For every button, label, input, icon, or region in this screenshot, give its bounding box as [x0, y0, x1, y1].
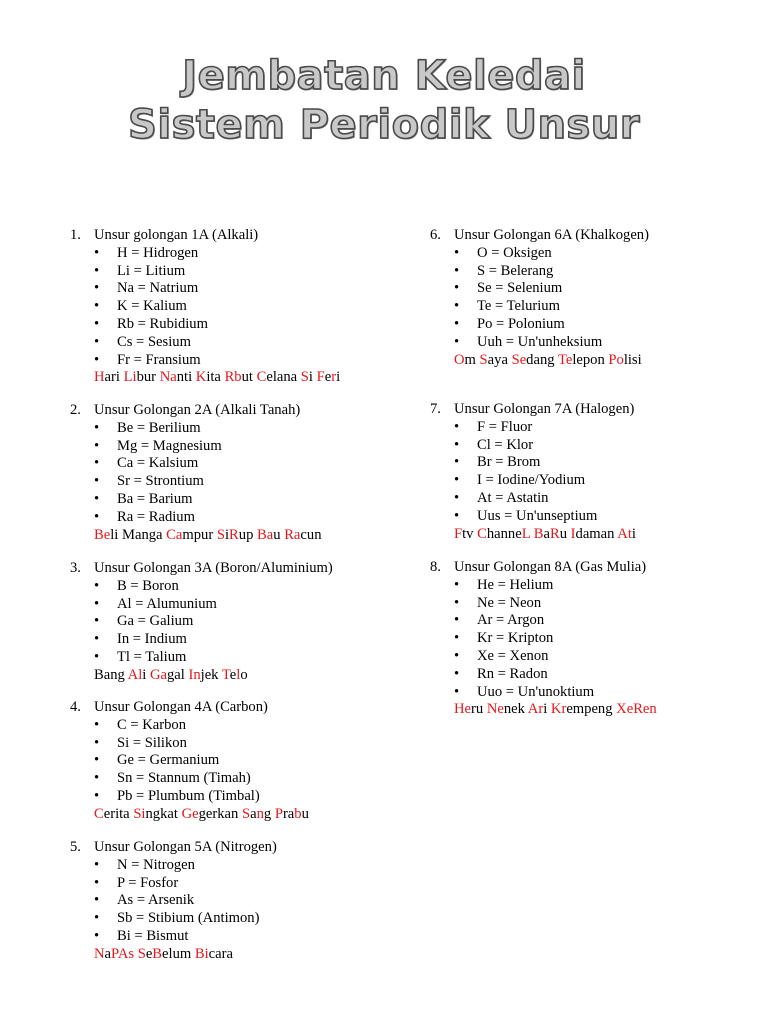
- element-group: [70, 227, 340, 387]
- group-number: 7.: [430, 401, 441, 417]
- element-item-text: P = Fosfor: [117, 874, 179, 891]
- element-item: [70, 596, 333, 614]
- element-item-text: Sr = Strontium: [117, 473, 204, 490]
- mnemonic-text: i: [224, 526, 230, 543]
- element-item-text: Br = Brom: [477, 454, 541, 471]
- element-list: [70, 578, 333, 667]
- mnemonic-highlight: O: [454, 351, 465, 368]
- bullet-icon: •: [94, 262, 100, 279]
- mnemonic-text: li: [110, 526, 122, 543]
- element-item-text: S = Belerang: [477, 262, 554, 279]
- element-item: [430, 298, 649, 316]
- mnemonic-highlight: Be: [94, 526, 111, 543]
- bullet-icon: •: [94, 752, 100, 769]
- title-line-2: Sistem Periodik Unsur: [128, 102, 640, 148]
- element-item: [70, 316, 340, 334]
- element-item-text: Ra = Radium: [117, 508, 195, 525]
- group-number: 1.: [70, 227, 81, 243]
- bullet-icon: •: [94, 910, 100, 927]
- element-item: [70, 892, 277, 910]
- element-item: [70, 788, 309, 806]
- element-item: [430, 612, 657, 630]
- bullet-icon: •: [94, 631, 100, 648]
- mnemonic-text: elana: [266, 369, 301, 386]
- element-item: [70, 875, 277, 893]
- mnemonic-highlight: Ge: [181, 805, 199, 822]
- mnemonic-highlight: l: [236, 666, 241, 683]
- mnemonic-text: m: [464, 351, 480, 368]
- mnemonic-highlight: b: [294, 805, 302, 822]
- mnemonic-highlight: Ga: [149, 666, 167, 683]
- mnemonic-highlight: Bi: [194, 945, 209, 962]
- element-item: [430, 577, 657, 595]
- bullet-icon: •: [94, 648, 100, 665]
- mnemonic-highlight: R: [549, 525, 560, 542]
- element-item-text: Ne = Neon: [477, 594, 542, 611]
- element-item-text: Rn = Radon: [477, 665, 548, 682]
- element-item-text: Uus = Un'unseptium: [477, 507, 598, 524]
- bullet-icon: •: [94, 577, 100, 594]
- bullet-icon: •: [454, 683, 460, 700]
- bullet-icon: •: [94, 770, 100, 787]
- mnemonic-highlight: n: [256, 805, 264, 822]
- mnemonic-highlight: As: [117, 945, 135, 962]
- mnemonic-highlight: N: [94, 945, 105, 962]
- element-item-text: Po = Polonium: [477, 315, 565, 332]
- mnemonic-highlight: B: [152, 945, 163, 962]
- element-item: [430, 472, 636, 490]
- mnemonic-line: [70, 946, 277, 964]
- mnemonic-text: i: [336, 369, 341, 386]
- bullet-icon: •: [94, 333, 100, 350]
- bullet-icon: •: [94, 244, 100, 261]
- mnemonic-highlight: Ra: [284, 526, 301, 543]
- bullet-icon: •: [454, 333, 460, 350]
- bullet-icon: •: [454, 507, 460, 524]
- mnemonic-text: gerkan: [198, 805, 242, 822]
- mnemonic-highlight: T: [221, 666, 230, 683]
- element-item-text: In = Indium: [117, 631, 187, 648]
- element-item: [430, 419, 636, 437]
- element-item-text: Se = Selenium: [477, 280, 563, 297]
- element-list: [70, 857, 277, 946]
- bullet-icon: •: [94, 734, 100, 751]
- mnemonic-text: gal: [166, 666, 189, 683]
- element-list: [70, 245, 340, 370]
- element-item-text: He = Helium: [477, 576, 554, 593]
- mnemonic-text: tv: [462, 525, 478, 542]
- element-item: [430, 595, 657, 613]
- element-item: [70, 857, 277, 875]
- element-item: [430, 508, 636, 526]
- element-item-text: As = Arsenik: [117, 892, 195, 909]
- element-item: [70, 334, 340, 352]
- mnemonic-text: dang: [526, 351, 558, 368]
- mnemonic-text: aya: [487, 351, 512, 368]
- element-item: [70, 298, 340, 316]
- element-item-text: Cs = Sesium: [117, 333, 191, 350]
- bullet-icon: •: [94, 787, 100, 804]
- element-group: [70, 560, 333, 685]
- group-heading-text: Unsur golongan 1A (Alkali): [94, 227, 259, 243]
- mnemonic-text: g: [263, 805, 275, 822]
- element-item: [430, 666, 657, 684]
- mnemonic-line: [430, 701, 657, 719]
- element-item: [70, 770, 309, 788]
- bullet-icon: •: [94, 455, 100, 472]
- bullet-icon: •: [94, 473, 100, 490]
- element-item-text: Bi = Bismut: [117, 927, 189, 944]
- element-item-text: Al = Alumunium: [117, 595, 217, 612]
- mnemonic-highlight: At: [617, 525, 632, 542]
- mnemonic-highlight: In: [188, 666, 201, 683]
- element-list: [70, 717, 309, 806]
- mnemonic-text: anga: [134, 526, 167, 543]
- element-item-text: Na = Natrium: [117, 280, 199, 297]
- mnemonic-text: ru: [471, 701, 487, 718]
- element-item-text: Ba = Barium: [117, 490, 193, 507]
- group-heading-text: Unsur Golongan 7A (Halogen): [454, 401, 635, 417]
- mnemonic-highlight: L: [521, 525, 531, 542]
- element-item: [70, 752, 309, 770]
- bullet-icon: •: [454, 489, 460, 506]
- bullet-icon: •: [454, 576, 460, 593]
- bullet-icon: •: [94, 437, 100, 454]
- mnemonic-text: bur: [136, 369, 160, 386]
- element-group: [70, 839, 277, 964]
- group-heading: [70, 227, 340, 245]
- bullet-icon: •: [454, 630, 460, 647]
- bullet-icon: •: [94, 490, 100, 507]
- element-item-text: Ga = Galium: [117, 613, 194, 630]
- mnemonic-highlight: F: [316, 369, 325, 386]
- group-heading: [430, 401, 636, 419]
- mnemonic-text: ang: [103, 666, 128, 683]
- mnemonic-text: i: [631, 525, 636, 542]
- mnemonic-highlight: C: [256, 369, 267, 386]
- element-item: [430, 684, 657, 702]
- bullet-icon: •: [94, 856, 100, 873]
- mnemonic-highlight: H: [94, 369, 105, 386]
- element-item-text: C = Karbon: [117, 716, 187, 733]
- mnemonic-text: e: [324, 369, 332, 386]
- bullet-icon: •: [94, 508, 100, 525]
- mnemonic-highlight: Xe: [616, 701, 634, 718]
- bullet-icon: •: [94, 351, 100, 368]
- element-group: [70, 402, 322, 544]
- mnemonic-text: i: [308, 369, 317, 386]
- element-item-text: Be = Berilium: [117, 419, 201, 436]
- element-item: [70, 438, 322, 456]
- element-item: [430, 280, 649, 298]
- bullet-icon: •: [94, 280, 100, 297]
- mnemonic-text: ari: [104, 369, 124, 386]
- group-number: 6.: [430, 227, 441, 243]
- bullet-icon: •: [94, 315, 100, 332]
- element-item-text: Tl = Talium: [117, 648, 187, 665]
- bullet-icon: •: [94, 419, 100, 436]
- bullet-icon: •: [454, 647, 460, 664]
- bullet-icon: •: [454, 280, 460, 297]
- group-heading-text: Unsur Golongan 3A (Boron/Aluminium): [94, 560, 333, 576]
- mnemonic-highlight: R: [229, 526, 239, 543]
- bullet-icon: •: [94, 595, 100, 612]
- element-item: [70, 420, 322, 438]
- mnemonic-text: ita: [206, 369, 225, 386]
- mnemonic-line: [70, 527, 322, 545]
- group-heading: [70, 839, 277, 857]
- bullet-icon: •: [454, 612, 460, 629]
- element-item: [430, 245, 649, 263]
- element-item-text: Sn = Stannum (Timah): [117, 770, 251, 787]
- element-item-text: I = Iodine/Yodium: [477, 472, 586, 489]
- group-number: 8.: [430, 559, 441, 575]
- mnemonic-highlight: Li: [123, 369, 137, 386]
- element-item: [70, 578, 333, 596]
- mnemonic-highlight: Ne: [486, 701, 504, 718]
- bullet-icon: •: [94, 716, 100, 733]
- mnemonic-text: jek: [200, 666, 222, 683]
- mnemonic-highlight: I: [570, 525, 576, 542]
- element-item: [70, 491, 322, 509]
- mnemonic-text: u: [559, 525, 571, 542]
- element-item: [70, 352, 340, 370]
- mnemonic-highlight: Re: [633, 701, 650, 718]
- mnemonic-highlight: Si: [133, 805, 146, 822]
- bullet-icon: •: [454, 298, 460, 315]
- group-heading: [70, 560, 333, 578]
- element-item-text: Ge = Germanium: [117, 752, 220, 769]
- element-item: [430, 263, 649, 281]
- element-item: [70, 280, 340, 298]
- element-item-text: Ar = Argon: [477, 612, 545, 629]
- bullet-icon: •: [454, 454, 460, 471]
- mnemonic-text: a: [250, 805, 257, 822]
- element-group: [430, 401, 636, 543]
- element-item-text: Uuo = Un'unoktium: [477, 683, 595, 700]
- mnemonic-highlight: Po: [608, 351, 624, 368]
- mnemonic-text: e: [229, 666, 237, 683]
- mnemonic-highlight: Na: [159, 369, 177, 386]
- group-heading-text: Unsur Golongan 5A (Nitrogen): [94, 839, 277, 855]
- mnemonic-line: [70, 667, 333, 685]
- bullet-icon: •: [94, 927, 100, 944]
- group-number: 3.: [70, 560, 81, 576]
- mnemonic-highlight: C: [477, 525, 487, 542]
- group-number: 2.: [70, 402, 81, 418]
- mnemonic-text: cara: [208, 945, 233, 962]
- mnemonic-highlight: P: [111, 945, 118, 962]
- element-item: [70, 928, 277, 946]
- element-item: [430, 630, 657, 648]
- mnemonic-highlight: Ar: [527, 701, 544, 718]
- mnemonic-highlight: P: [274, 805, 283, 822]
- group-heading-text: Unsur Golongan 8A (Gas Mulia): [454, 559, 647, 575]
- mnemonic-highlight: n: [649, 701, 657, 718]
- mnemonic-text: ut: [241, 369, 257, 386]
- element-item-text: At = Astatin: [477, 489, 549, 506]
- element-item: [70, 649, 333, 667]
- mnemonic-text: erita: [103, 805, 134, 822]
- mnemonic-text: M: [121, 526, 135, 543]
- mnemonic-text: a: [104, 945, 112, 962]
- element-item-text: Mg = Magnesium: [117, 437, 222, 454]
- mnemonic-line: [430, 526, 636, 544]
- mnemonic-text: cun: [300, 526, 322, 543]
- element-item: [70, 473, 322, 491]
- element-item-text: O = Oksigen: [477, 244, 552, 261]
- mnemonic-highlight: Al: [127, 666, 143, 683]
- mnemonic-highlight: S: [300, 369, 309, 386]
- mnemonic-highlight: B: [533, 525, 544, 542]
- element-item-text: Ca = Kalsium: [117, 455, 199, 472]
- element-item-text: Kr = Kripton: [477, 630, 554, 647]
- mnemonic-highlight: S: [216, 526, 225, 543]
- mnemonic-highlight: Rb: [224, 369, 242, 386]
- element-list: [430, 245, 649, 352]
- mnemonic-line: [70, 369, 340, 387]
- element-item-text: K = Kalium: [117, 298, 187, 315]
- mnemonic-highlight: Kr: [550, 701, 567, 718]
- mnemonic-highlight: r: [331, 369, 337, 386]
- group-heading: [430, 227, 649, 245]
- element-item: [430, 648, 657, 666]
- element-item: [70, 509, 322, 527]
- element-item: [430, 437, 636, 455]
- mnemonic-highlight: Ca: [166, 526, 183, 543]
- mnemonic-highlight: S: [479, 351, 488, 368]
- element-item: [70, 263, 340, 281]
- mnemonic-highlight: K: [195, 369, 207, 386]
- element-item: [70, 735, 309, 753]
- group-number: 4.: [70, 699, 81, 715]
- element-item-text: B = Boron: [117, 577, 179, 594]
- mnemonic-text: nek: [503, 701, 528, 718]
- element-item-text: N = Nitrogen: [117, 856, 195, 873]
- bullet-icon: •: [94, 874, 100, 891]
- mnemonic-text: u: [273, 526, 285, 543]
- element-list: [430, 419, 636, 526]
- mnemonic-text: hanne: [486, 525, 522, 542]
- element-item: [70, 631, 333, 649]
- element-item: [70, 613, 333, 631]
- element-item: [70, 245, 340, 263]
- mnemonic-line: [70, 806, 309, 824]
- mnemonic-text: B: [94, 666, 104, 683]
- group-heading: [70, 699, 309, 717]
- mnemonic-text: u: [301, 805, 309, 822]
- mnemonic-text: ngkat: [145, 805, 182, 822]
- bullet-icon: •: [454, 472, 460, 489]
- mnemonic-line: [430, 352, 649, 370]
- bullet-icon: •: [454, 594, 460, 611]
- mnemonic-highlight: Te: [557, 351, 573, 368]
- element-item-text: Uuh = Un'unheksium: [477, 333, 603, 350]
- mnemonic-text: empeng: [566, 701, 617, 718]
- mnemonic-text: daman: [575, 525, 618, 542]
- group-heading-text: Unsur Golongan 2A (Alkali Tanah): [94, 402, 301, 418]
- group-heading-text: Unsur Golongan 4A (Carbon): [94, 699, 268, 715]
- element-group: [430, 559, 657, 719]
- bullet-icon: •: [454, 436, 460, 453]
- bullet-icon: •: [454, 244, 460, 261]
- element-item-text: F = Fluor: [477, 418, 533, 435]
- bullet-icon: •: [94, 613, 100, 630]
- group-number: 5.: [70, 839, 81, 855]
- mnemonic-highlight: S: [241, 805, 251, 822]
- element-item-text: Pb = Plumbum (Timbal): [117, 787, 260, 804]
- title-line-1: Jembatan Keledai: [182, 53, 586, 99]
- element-item: [430, 316, 649, 334]
- mnemonic-text: nti: [176, 369, 196, 386]
- element-item-text: Li = Litium: [117, 262, 186, 279]
- bullet-icon: •: [454, 418, 460, 435]
- element-item: [430, 490, 636, 508]
- mnemonic-highlight: F: [454, 525, 463, 542]
- group-heading-text: Unsur Golongan 6A (Khalkogen): [454, 227, 649, 243]
- element-group: [430, 227, 649, 369]
- element-item-text: Si = Silikon: [117, 734, 187, 751]
- mnemonic-text: mpur: [182, 526, 217, 543]
- mnemonic-highlight: C: [94, 805, 104, 822]
- element-item: [70, 455, 322, 473]
- mnemonic-text: up: [238, 526, 258, 543]
- mnemonic-highlight: Se: [511, 351, 527, 368]
- mnemonic-highlight: He: [454, 701, 472, 718]
- group-heading: [70, 402, 322, 420]
- bullet-icon: •: [454, 665, 460, 682]
- element-item-text: Sb = Stibium (Antimon): [117, 910, 260, 927]
- mnemonic-text: a: [543, 525, 550, 542]
- mnemonic-text: i: [543, 701, 551, 718]
- element-item: [70, 910, 277, 928]
- bullet-icon: •: [454, 262, 460, 279]
- mnemonic-text: lisi: [623, 351, 642, 368]
- element-item-text: Cl = Klor: [477, 436, 534, 453]
- mnemonic-text: lepon: [572, 351, 609, 368]
- mnemonic-text: ra: [282, 805, 295, 822]
- element-list: [430, 577, 657, 702]
- bullet-icon: •: [454, 315, 460, 332]
- element-group: [70, 699, 309, 824]
- mnemonic-highlight: S: [137, 945, 146, 962]
- element-item-text: Rb = Rubidium: [117, 315, 208, 332]
- mnemonic-text: o: [240, 666, 248, 683]
- element-list: [70, 420, 322, 527]
- element-item-text: H = Hidrogen: [117, 244, 199, 261]
- element-item: [430, 334, 649, 352]
- bullet-icon: •: [94, 298, 100, 315]
- mnemonic-highlight: Ba: [257, 526, 274, 543]
- mnemonic-text: elum: [162, 945, 195, 962]
- element-item-text: Fr = Fransium: [117, 351, 201, 368]
- element-item: [70, 717, 309, 735]
- element-item-text: Xe = Xenon: [477, 647, 549, 664]
- element-item-text: Te = Telurium: [477, 298, 560, 315]
- bullet-icon: •: [94, 892, 100, 909]
- element-item: [430, 454, 636, 472]
- mnemonic-text: i: [142, 666, 150, 683]
- mnemonic-text: e: [145, 945, 153, 962]
- group-heading: [430, 559, 657, 577]
